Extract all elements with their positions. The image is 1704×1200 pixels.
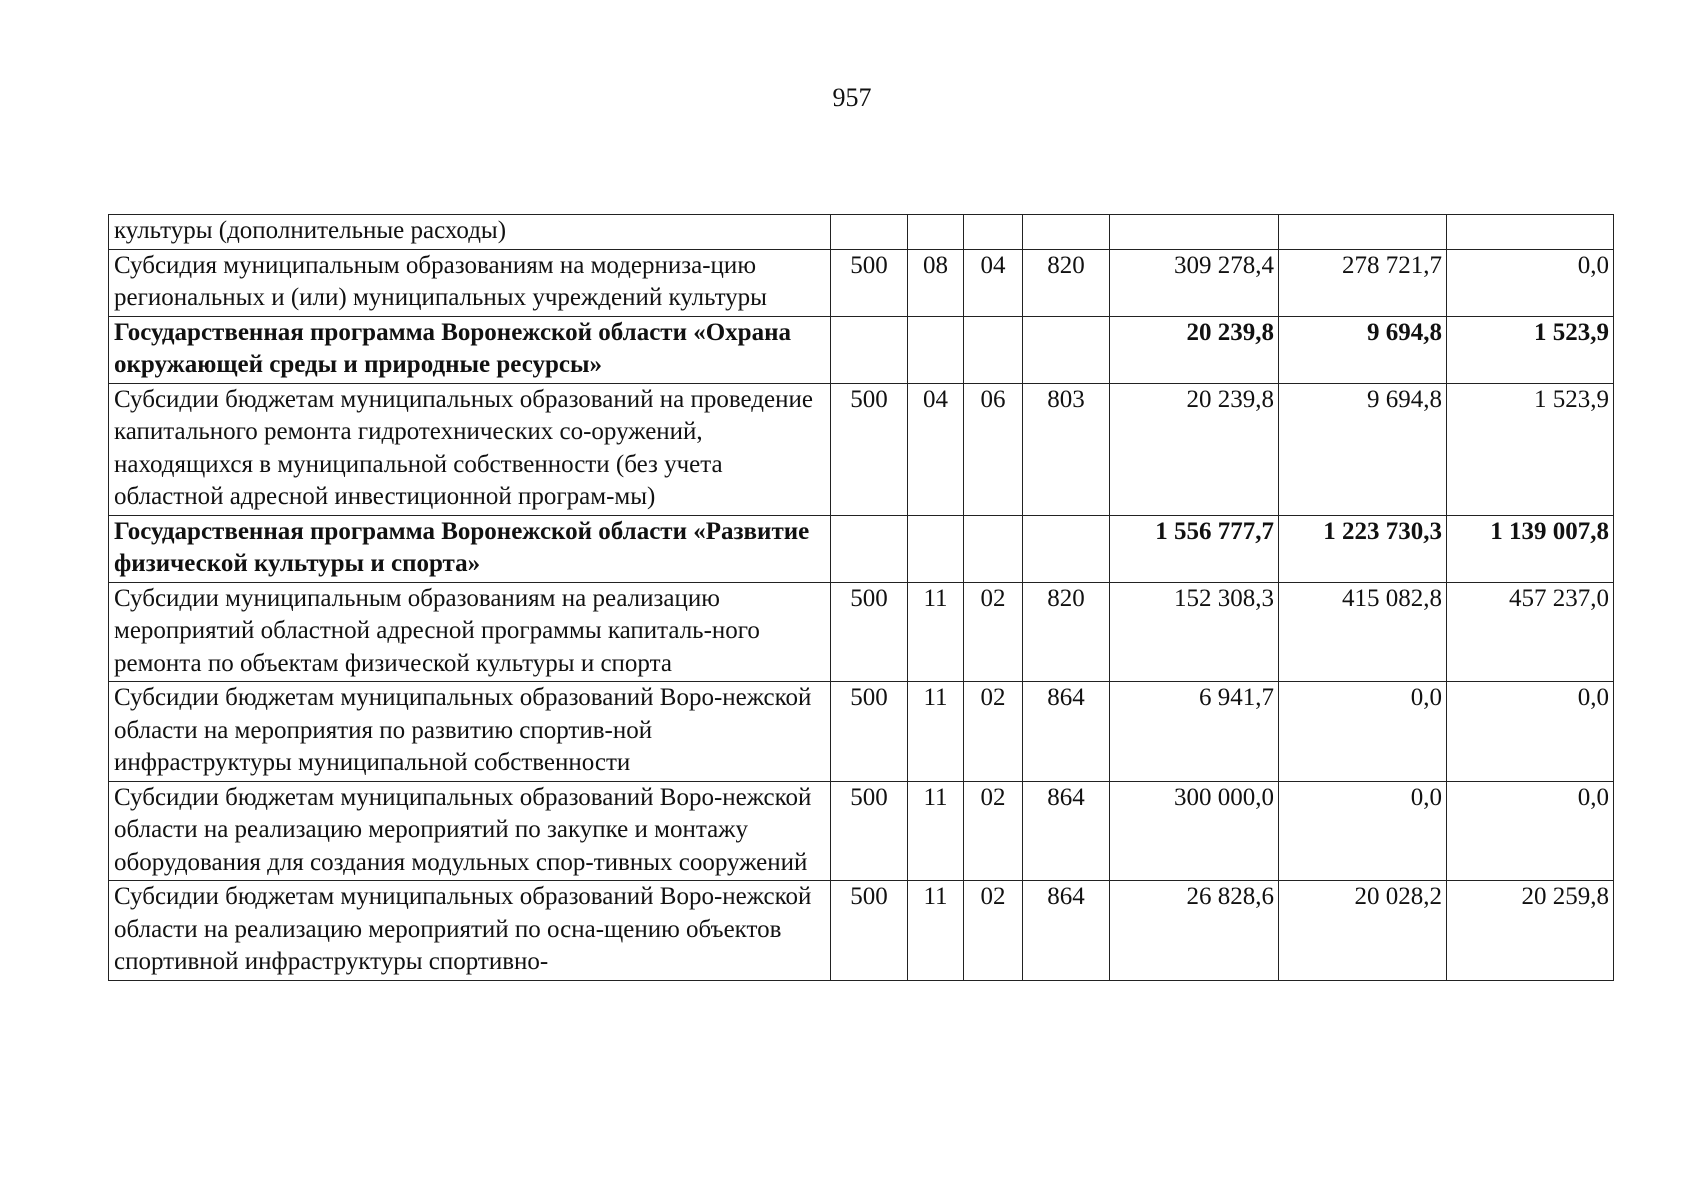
- row-amount-3: 0,0: [1447, 781, 1614, 881]
- row-amount-1: 300 000,0: [1110, 781, 1279, 881]
- program-amount-3: 1 139 007,8: [1447, 515, 1614, 582]
- row-amount-2: 9 694,8: [1279, 383, 1447, 515]
- row-ked: [964, 215, 1023, 250]
- row-name: Субсидии муниципальным образованиям на реализацию мероприятий областной адресной программы капиталь-ного ремонта по объектам физической культуры и спорта: [109, 582, 831, 682]
- row-rz: 500: [831, 249, 908, 316]
- row-rz: 500: [831, 781, 908, 881]
- row-amount-3: 457 237,0: [1447, 582, 1614, 682]
- table-row: [109, 249, 1614, 316]
- row-amount-1: 26 828,6: [1110, 881, 1279, 981]
- row-ked: [964, 515, 1023, 582]
- row-pr: [908, 316, 964, 383]
- row-pr: [908, 215, 964, 250]
- row-amount-2: 0,0: [1279, 682, 1447, 782]
- row-name: Субсидии бюджетам муниципальных образований Воро-нежской области на реализацию мероприятий по закупке и монтажу оборудования для создания модульных спор-тивных сооружений: [109, 781, 831, 881]
- row-pr: 08: [908, 249, 964, 316]
- row-amount-2: 20 028,2: [1279, 881, 1447, 981]
- row-rz: 500: [831, 682, 908, 782]
- row-ked: [964, 316, 1023, 383]
- row-name: Субсидии бюджетам муниципальных образований Воро-нежской области на мероприятия по развитию спортив-ной инфраструктуры муниципальной собственности: [109, 682, 831, 782]
- budget-table: [108, 214, 1614, 981]
- row-amount-1: 309 278,4: [1110, 249, 1279, 316]
- table-body: [109, 215, 1614, 981]
- row-amount-1: 6 941,7: [1110, 682, 1279, 782]
- program-name: Государственная программа Воронежской области «Охрана окружающей среды и природные ресурсы»: [109, 316, 831, 383]
- row-kvr: [1023, 515, 1110, 582]
- row-amount-3: 20 259,8: [1447, 881, 1614, 981]
- row-amount-1: 152 308,3: [1110, 582, 1279, 682]
- program-amount-1: 20 239,8: [1110, 316, 1279, 383]
- row-ked: 06: [964, 383, 1023, 515]
- row-amount-2: 278 721,7: [1279, 249, 1447, 316]
- page-number: 957: [832, 83, 872, 112]
- row-pr: 11: [908, 881, 964, 981]
- row-kvr: [1023, 316, 1110, 383]
- row-ked: 04: [964, 249, 1023, 316]
- row-kvr: 820: [1023, 582, 1110, 682]
- program-name: Государственная программа Воронежской области «Развитие физической культуры и спорта»: [109, 515, 831, 582]
- row-amount-3: 0,0: [1447, 249, 1614, 316]
- row-kvr: 864: [1023, 881, 1110, 981]
- row-amount-3: 1 523,9: [1447, 383, 1614, 515]
- row-name: Субсидии бюджетам муниципальных образований Воро-нежской области на реализацию мероприятий по осна-щению объектов спортивной инфраструктуры спортивно-: [109, 881, 831, 981]
- table-row: [109, 582, 1614, 682]
- row-name: Субсидия муниципальным образованиям на модерниза-цию региональных и (или) муниципальных учреждений культуры: [109, 249, 831, 316]
- program-row: [109, 515, 1614, 582]
- program-amount-3: 1 523,9: [1447, 316, 1614, 383]
- table-row: [109, 215, 1614, 250]
- row-pr: 11: [908, 682, 964, 782]
- row-rz: [831, 215, 908, 250]
- program-amount-2: 1 223 730,3: [1279, 515, 1447, 582]
- table-row: [109, 781, 1614, 881]
- row-rz: 500: [831, 383, 908, 515]
- program-amount-2: 9 694,8: [1279, 316, 1447, 383]
- row-rz: 500: [831, 881, 908, 981]
- table-row: [109, 383, 1614, 515]
- row-pr: 11: [908, 582, 964, 682]
- row-pr: 04: [908, 383, 964, 515]
- row-rz: [831, 515, 908, 582]
- table-row: [109, 881, 1614, 981]
- table-row: [109, 682, 1614, 782]
- row-pr: 11: [908, 781, 964, 881]
- row-kvr: 803: [1023, 383, 1110, 515]
- row-ked: 02: [964, 682, 1023, 782]
- row-amount-1: 20 239,8: [1110, 383, 1279, 515]
- row-amount-3: 0,0: [1447, 682, 1614, 782]
- row-amount-3: [1447, 215, 1614, 250]
- row-kvr: [1023, 215, 1110, 250]
- row-kvr: 864: [1023, 682, 1110, 782]
- row-kvr: 864: [1023, 781, 1110, 881]
- row-amount-2: 0,0: [1279, 781, 1447, 881]
- row-pr: [908, 515, 964, 582]
- program-amount-1: 1 556 777,7: [1110, 515, 1279, 582]
- row-name: Субсидии бюджетам муниципальных образований на проведение капитального ремонта гидротехнических со-оружений, находящихся в муниципальной собственности (без учета областной адресной инвестиционной програм-мы): [109, 383, 831, 515]
- row-ked: 02: [964, 881, 1023, 981]
- program-row: [109, 316, 1614, 383]
- row-rz: 500: [831, 582, 908, 682]
- row-name: культуры (дополнительные расходы): [109, 215, 831, 250]
- row-kvr: 820: [1023, 249, 1110, 316]
- row-amount-2: 415 082,8: [1279, 582, 1447, 682]
- row-ked: 02: [964, 582, 1023, 682]
- row-rz: [831, 316, 908, 383]
- row-amount-1: [1110, 215, 1279, 250]
- row-amount-2: [1279, 215, 1447, 250]
- row-ked: 02: [964, 781, 1023, 881]
